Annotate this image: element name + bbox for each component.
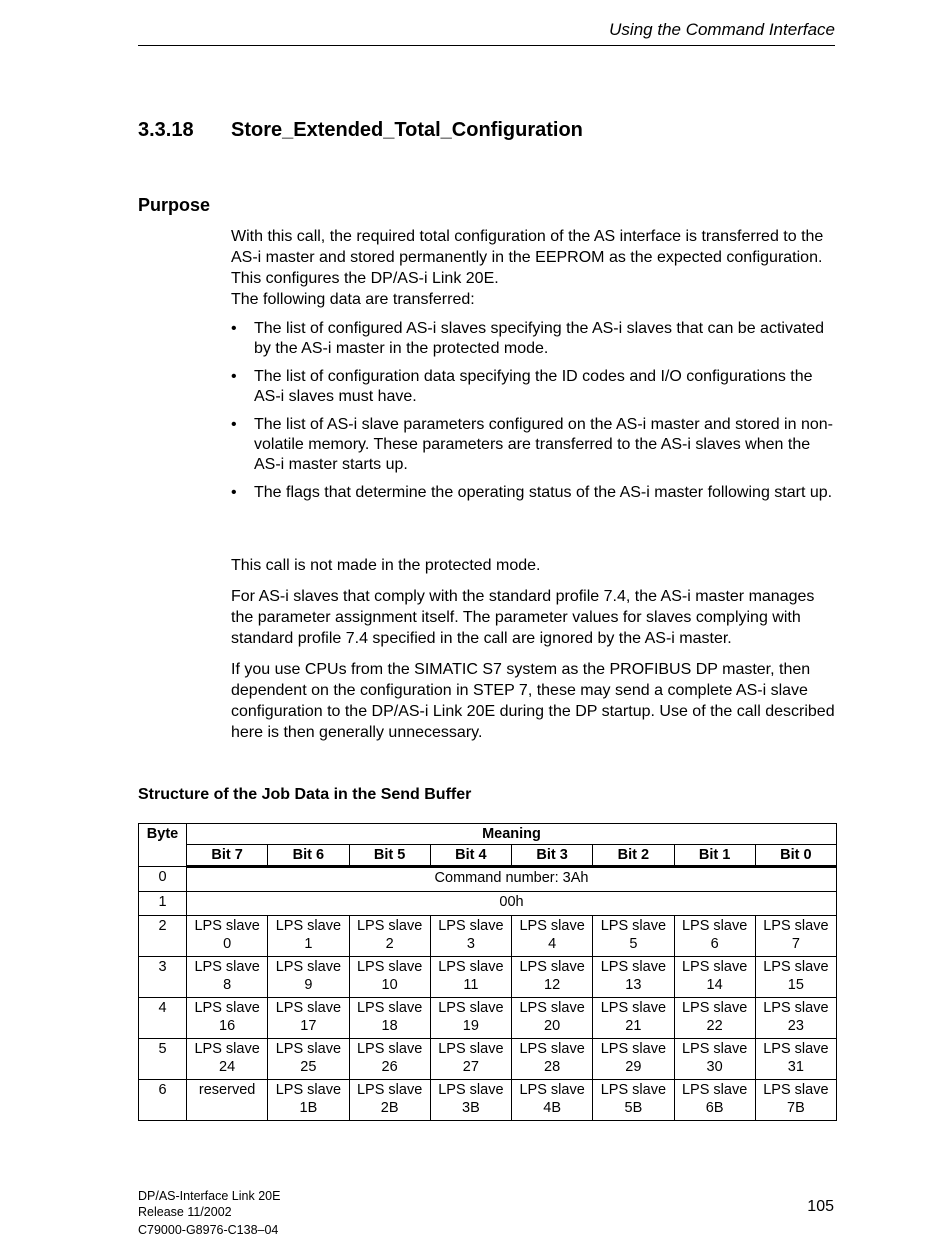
header-bit: Bit 6 (268, 845, 349, 867)
bit-cell-number: 30 (706, 1059, 723, 1075)
bit-cell-label: LPS slave (356, 1041, 423, 1057)
bit-cell-label: LPS slave (763, 918, 829, 934)
bit-cell (755, 998, 836, 1039)
bit-cell-label: LPS slave (275, 918, 342, 934)
purpose-notes (231, 555, 839, 753)
bit-cell-number: 15 (787, 977, 804, 993)
bit-cell-label: LPS slave (438, 959, 504, 975)
bit-cell-number: 9 (304, 977, 313, 993)
bit-cell (187, 916, 268, 957)
section-heading (138, 119, 583, 142)
bit-cell-number: 2 (385, 936, 394, 952)
bit-cell (430, 916, 511, 957)
list-item-text: The list of configuration data specifying the ID codes and I/O configurations the AS-i slaves must have. (254, 368, 813, 405)
bit-cell-number: 12 (544, 977, 561, 993)
bit-cell-number: 21 (625, 1018, 642, 1034)
bit-cell (755, 1080, 836, 1121)
list-item-text: The flags that determine the operating status of the AS-i master following start up. (254, 484, 833, 501)
bit-cell-label: LPS slave (763, 959, 829, 975)
bullet-icon: • (231, 416, 237, 433)
header-bit: Bit 1 (674, 845, 755, 867)
bit-cell (349, 1039, 430, 1080)
bit-cell (512, 998, 593, 1039)
bit-cell-number: 8 (223, 977, 232, 993)
purpose-intro (231, 226, 839, 310)
bit-cell-number: 11 (463, 977, 479, 993)
table-heading: Structure of the Job Data in the Send Buffer (138, 786, 472, 803)
bit-cell-number: 4 (548, 936, 557, 952)
footer-order-number: C79000-G8976-C138–04 (138, 1223, 279, 1237)
bit-cell-number: 3B (462, 1100, 480, 1116)
section-title: Store_Extended_Total_Configuration (231, 119, 583, 141)
bit-cell (268, 1039, 349, 1080)
bit-cell (593, 957, 674, 998)
bit-cell-number: 3 (466, 936, 475, 952)
bit-cell-number: 16 (219, 1018, 236, 1034)
bit-cell (512, 957, 593, 998)
bit-cell-label: LPS slave (356, 1082, 423, 1098)
header-bit: Bit 2 (593, 845, 674, 867)
table-row (139, 1039, 837, 1080)
bit-cell (512, 916, 593, 957)
bit-cell-number: 27 (462, 1059, 479, 1075)
bit-cell-label: LPS slave (519, 1041, 585, 1057)
bit-cell (512, 1080, 593, 1121)
header-bit: Bit 7 (187, 845, 268, 867)
bit-cell-label: LPS slave (438, 1000, 504, 1016)
bit-cell-number: 0 (223, 936, 232, 952)
bit-cell (430, 998, 511, 1039)
bit-cell-label: LPS slave (194, 1000, 260, 1016)
bit-cell-label: LPS slave (356, 959, 423, 975)
bit-cell (755, 957, 836, 998)
bit-cell-number: 13 (625, 977, 642, 993)
bit-cell-number: 1 (304, 936, 313, 952)
bit-cell (349, 916, 430, 957)
bit-cell-label: LPS slave (600, 959, 667, 975)
bit-cell-label: LPS slave (356, 1000, 423, 1016)
meaning-cell: Command number: 3Ah (187, 867, 837, 892)
bit-cell (674, 998, 755, 1039)
bit-cell-number: 31 (787, 1059, 804, 1075)
bit-cell-label: LPS slave (681, 1000, 748, 1016)
purpose-heading: Purpose (138, 195, 211, 215)
bit-cell (430, 957, 511, 998)
bit-cell (674, 957, 755, 998)
bit-cell-label: LPS slave (681, 959, 748, 975)
intro-paragraph: With this call, the required total configuration of the AS interface is transferred to the AS-i master and stored permanently in the EEPROM as the expected configuration. This configures the DP/AS-i Link 20E. (231, 228, 824, 287)
header-bit: Bit 3 (512, 845, 593, 867)
bit-cell-label: LPS slave (600, 1000, 667, 1016)
byte-cell: 4 (139, 998, 187, 1039)
bit-cell-number: 26 (381, 1059, 398, 1075)
bit-cell-number: 1B (299, 1100, 318, 1116)
bit-cell (755, 1039, 836, 1080)
bit-cell-label: LPS slave (600, 1041, 667, 1057)
bullet-icon: • (231, 320, 237, 337)
bit-cell (187, 1039, 268, 1080)
bit-cell (349, 957, 430, 998)
bit-cell (674, 916, 755, 957)
bit-cell (187, 957, 268, 998)
bit-cell-number: 7B (787, 1100, 805, 1116)
bit-cell-label: LPS slave (763, 1082, 829, 1098)
list-item-text: The list of AS-i slave parameters configured on the AS-i master and stored in non-volatile memory. These parameters are transferred to the AS-i slaves when the AS-i master starts up. (254, 416, 833, 473)
list-item (231, 483, 839, 503)
running-header: Using the Command Interface (609, 20, 835, 39)
bit-cell-number: 23 (787, 1018, 804, 1034)
bit-cell-label: LPS slave (438, 1041, 504, 1057)
bit-cell (268, 916, 349, 957)
bit-cell-label: LPS slave (681, 1082, 748, 1098)
bit-cell (268, 1080, 349, 1121)
bit-cell (430, 1039, 511, 1080)
bit-cell (674, 1039, 755, 1080)
bit-cell (593, 998, 674, 1039)
bit-cell-number: 6B (705, 1100, 724, 1116)
bit-cell-label: LPS slave (519, 959, 585, 975)
byte-cell: 5 (139, 1039, 187, 1080)
bit-cell (593, 1039, 674, 1080)
bit-cell-label: LPS slave (763, 1000, 829, 1016)
bit-cell-label: LPS slave (519, 918, 585, 934)
bit-cell-label: LPS slave (519, 1082, 585, 1098)
footer-product: DP/AS-Interface Link 20E (138, 1189, 281, 1203)
byte-cell: 3 (139, 957, 187, 998)
transferred-data-list (231, 319, 839, 511)
header-bit: Bit 4 (430, 845, 511, 867)
table-row (139, 892, 837, 916)
bit-cell-label: LPS slave (275, 1041, 342, 1057)
bit-cell-label: LPS slave (438, 918, 504, 934)
bit-cell (430, 1080, 511, 1121)
bit-cell-label: LPS slave (763, 1041, 829, 1057)
bit-cell-number: 7 (791, 936, 800, 952)
section-number: 3.3.18 (138, 119, 194, 141)
meaning-cell: 00h (187, 892, 837, 916)
bit-cell (268, 998, 349, 1039)
bit-cell-label: LPS slave (194, 1041, 260, 1057)
bit-cell-number: 17 (300, 1018, 317, 1034)
bullet-icon: • (231, 368, 237, 385)
list-item (231, 367, 839, 407)
list-item-text: The list of configured AS-i slaves specifying the AS-i slaves that can be activated by the AS-i master in the protected mode. (254, 320, 825, 357)
body-paragraph: For AS-i slaves that comply with the standard profile 7.4, the AS-i master manages the parameter assignment itself. The parameter values for slaves complying with standard profile 7.4 specified in the call are ignored by the AS-i master. (231, 588, 815, 647)
table-row (139, 998, 837, 1039)
bit-cell-number: 24 (219, 1059, 236, 1075)
bit-cell-number: 18 (381, 1018, 398, 1034)
bit-cell (187, 998, 268, 1039)
bit-cell (187, 1080, 268, 1121)
body-paragraph: This call is not made in the protected mode. (231, 557, 541, 574)
bit-cell (755, 916, 836, 957)
byte-cell: 6 (139, 1080, 187, 1121)
bit-cell-label: LPS slave (275, 1082, 342, 1098)
bit-cell (349, 998, 430, 1039)
body-paragraph: If you use CPUs from the SIMATIC S7 system as the PROFIBUS DP master, then dependent on the configuration in STEP 7, these may send a complete AS-i slave configuration to the DP/AS-i Link 20E during the DP startup. Use of the call described here is then generally unnecessary. (231, 661, 835, 741)
footer-info (138, 1188, 280, 1238)
header-bit: Bit 5 (349, 845, 430, 867)
bit-cell-label: LPS slave (519, 1000, 585, 1016)
header-bit: Bit 0 (755, 845, 836, 867)
bit-cell-number: 2B (380, 1100, 399, 1116)
bit-cell (593, 1080, 674, 1121)
bit-cell-number: 22 (706, 1018, 723, 1034)
bit-cell-label: LPS slave (600, 1082, 667, 1098)
list-item (231, 319, 839, 359)
byte-cell: 2 (139, 916, 187, 957)
bit-cell-number: 19 (462, 1018, 479, 1034)
bit-cell-number: 10 (381, 977, 398, 993)
bit-cell-label: LPS slave (438, 1082, 504, 1098)
bit-cell-number: 25 (300, 1059, 317, 1075)
bit-cell-label: LPS slave (275, 1000, 342, 1016)
bit-cell-number: 6 (710, 936, 719, 952)
bit-cell-label: LPS slave (194, 918, 260, 934)
bit-cell-number: 4B (543, 1100, 561, 1116)
bit-cell-label: LPS slave (356, 918, 423, 934)
job-data-table (138, 823, 837, 1121)
bit-cell-number: 5 (629, 936, 638, 952)
bit-cell-number: 5B (624, 1100, 643, 1116)
table-row (139, 957, 837, 998)
bit-cell-number: 20 (544, 1018, 561, 1034)
bit-cell-number: 28 (544, 1059, 561, 1075)
list-item (231, 415, 839, 475)
bit-cell (593, 916, 674, 957)
header-meaning: Meaning (187, 824, 837, 845)
bit-cell-label: LPS slave (681, 918, 748, 934)
bit-cell-label: LPS slave (600, 918, 667, 934)
bit-cell-label: reserved (198, 1082, 256, 1098)
intro-paragraph: The following data are transferred: (231, 291, 475, 308)
table-row (139, 916, 837, 957)
byte-cell: 1 (139, 892, 187, 916)
table-row (139, 867, 837, 892)
bit-cell (674, 1080, 755, 1121)
bit-cell-label: LPS slave (275, 959, 342, 975)
footer-release: Release 11/2002 (138, 1205, 232, 1219)
bit-cell-label: LPS slave (194, 959, 260, 975)
bit-cell (512, 1039, 593, 1080)
header-rule (138, 45, 835, 46)
bit-cell (349, 1080, 430, 1121)
bit-cell (268, 957, 349, 998)
bit-cell-number: 29 (625, 1059, 642, 1075)
header-byte: Byte (139, 824, 187, 867)
byte-cell: 0 (139, 867, 187, 892)
table-row (139, 1080, 837, 1121)
page-number: 105 (807, 1198, 834, 1215)
bullet-icon: • (231, 484, 237, 501)
bit-cell-number: 14 (706, 977, 723, 993)
bit-cell-label: LPS slave (681, 1041, 748, 1057)
